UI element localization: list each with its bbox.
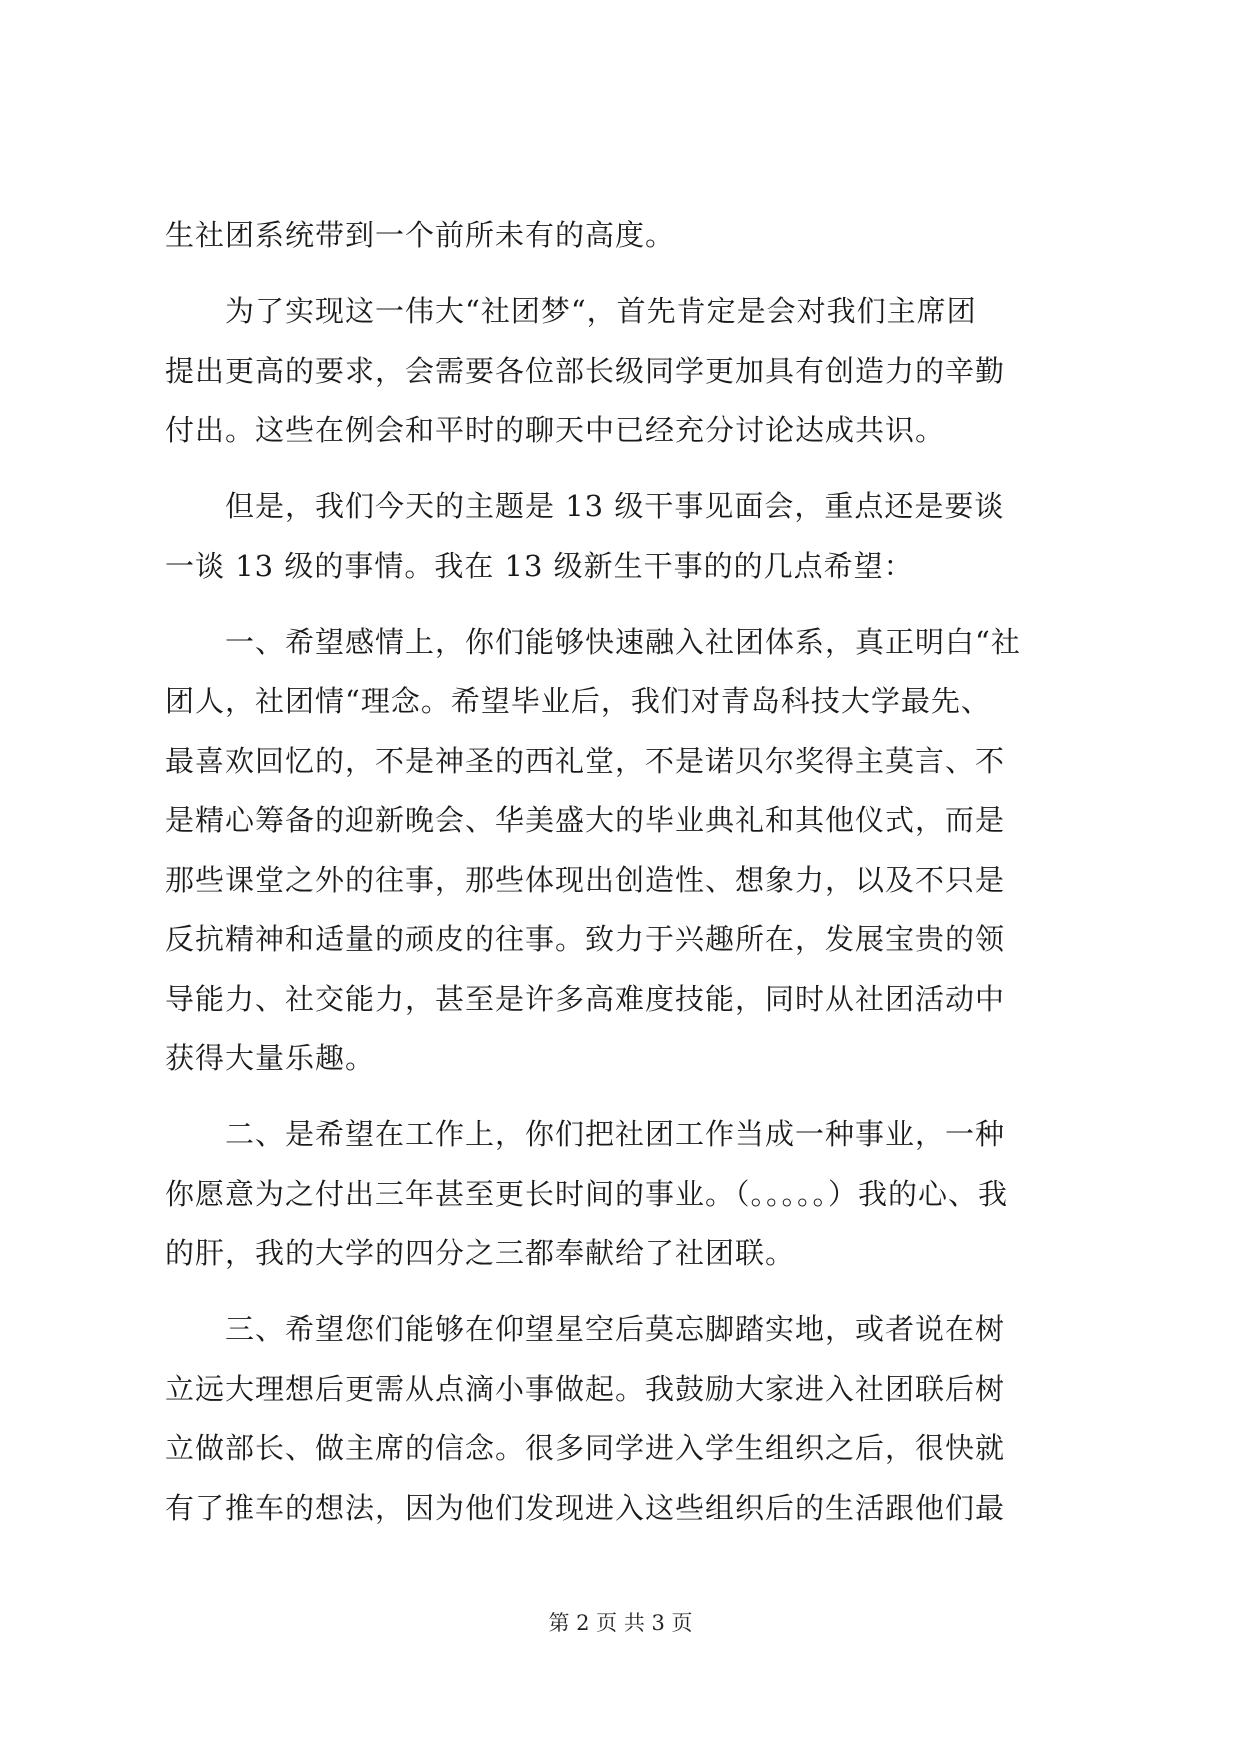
text-line: 最喜欢回忆的，不是神圣的西礼堂，不是诺贝尔奖得主莫言、不 (165, 744, 1006, 778)
text-line: 一、希望感情上，你们能够快速融入社团体系，真正明白“社 (165, 625, 1021, 659)
text-line: 但是，我们今天的主题是 13 级干事见面会，重点还是要谈 (165, 489, 1005, 523)
page-number-footer: 第 2 页 共 3 页 (548, 1611, 693, 1635)
text-line: 立远大理想后更需从点滴小事做起。我鼓励大家进入社团联后树 (165, 1372, 1006, 1406)
text-line: 立做部长、做主席的信念。很多同学进入学生组织之后，很快就 (165, 1431, 1006, 1465)
text-line: 获得大量乐趣。 (165, 1041, 376, 1075)
text-line: 一谈 13 级的事情。我在 13 级新生干事的的几点希望： (165, 549, 914, 583)
text-line: 付出。这些在例会和平时的聊天中已经充分讨论达成共识。 (165, 413, 946, 447)
text-line: 三、希望您们能够在仰望星空后莫忘脚踏实地，或者说在树 (165, 1312, 1006, 1346)
text-line: 反抗精神和适量的顽皮的往事。致力于兴趣所在，发展宝贵的领 (165, 922, 1006, 956)
text-line: 团人，社团情“理念。希望毕业后，我们对青岛科技大学最先、 (165, 684, 991, 718)
text-line: 你愿意为之付出三年甚至更长时间的事业。（。。。。。）我的心、我 (165, 1177, 1009, 1211)
text-line: 那些课堂之外的往事，那些体现出创造性、想象力，以及不只是 (165, 863, 1006, 897)
text-line: 是精心筹备的迎新晚会、华美盛大的毕业典礼和其他仪式，而是 (165, 803, 1006, 837)
text-line: 提出更高的要求，会需要各位部长级同学更加具有创造力的辛勤 (165, 354, 1006, 388)
text-line: 导能力、社交能力，甚至是许多高难度技能，同时从社团活动中 (165, 982, 1006, 1016)
text-line: 有了推车的想法，因为他们发现进入这些组织后的生活跟他们最 (165, 1491, 1006, 1525)
text-line: 的肝，我的大学的四分之三都奉献给了社团联。 (165, 1236, 796, 1270)
text-line: 二、是希望在工作上，你们把社团工作当成一种事业，一种 (165, 1117, 1006, 1151)
text-line: 生社团系统带到一个前所未有的高度。 (165, 218, 676, 252)
text-line: 为了实现这一伟大“社团梦“，首先肯定是会对我们主席团 (165, 294, 977, 328)
